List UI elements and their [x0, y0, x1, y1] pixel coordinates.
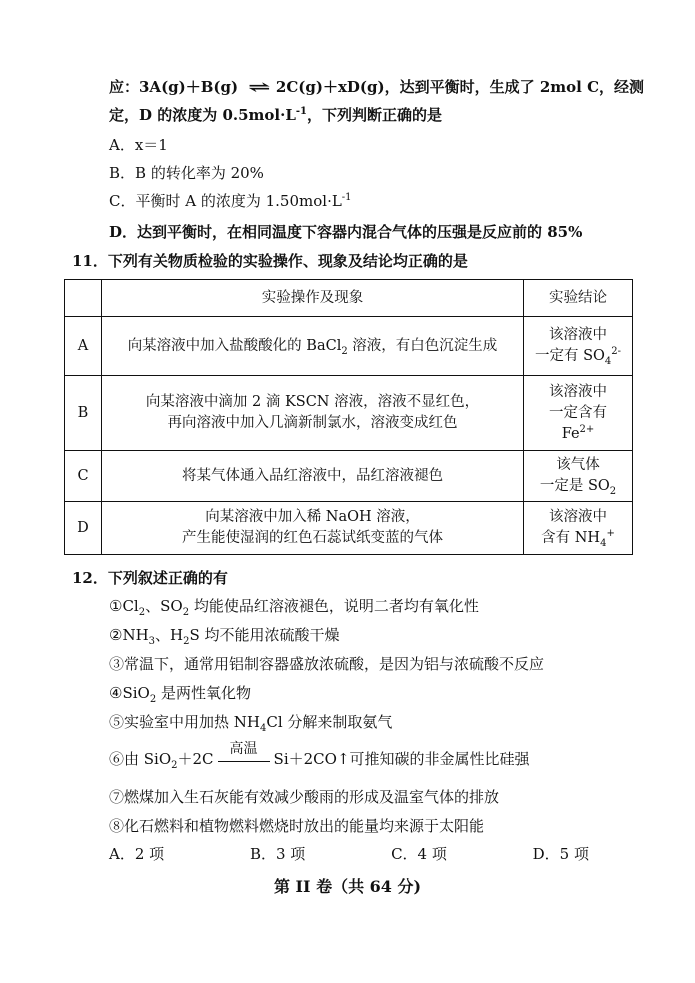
- q12-statement-4: ④SiO$_2$ 是两性氧化物: [109, 684, 251, 705]
- q10-option-b: B．B 的转化率为 20%: [109, 164, 264, 182]
- row-result: 该溶液中 含有 $NH_4^+$: [524, 502, 633, 555]
- row-id: C: [65, 451, 102, 502]
- q12-stem: 12．下列叙述正确的有: [72, 569, 228, 587]
- q10-option-d: D．达到平衡时，在相同温度下容器内混合气体的压强是反应前的 85%: [109, 223, 583, 241]
- q12-option-c: C．4 项: [391, 845, 447, 863]
- row-result: 该气体 一定是 $SO_2$: [524, 451, 633, 502]
- row-result: 该溶液中 一定含有 $Fe^{2+}$: [524, 376, 633, 451]
- q10-option-c: C．平衡时 A 的浓度为 $1.50mol\cdot L^{-1}$: [109, 192, 352, 210]
- q10-line1: 应：3A(g)＋B(g) ⇌ 2C(g)＋xD(g)，达到平衡时，生成了 2mol C，经测: [109, 78, 645, 96]
- q12-statement-5: ⑤实验室中用加热 $NH_4Cl$ 分解来制取氨气: [109, 713, 393, 734]
- q12-statement-7: ⑦燃煤加入生石灰能有效减少酸雨的形成及温室气体的排放: [109, 788, 500, 806]
- table-row: [65, 451, 633, 502]
- section-title: 第 II 卷（共 64 分): [273, 877, 422, 896]
- q12-option-d: D．5 项: [532, 845, 589, 863]
- q12-option-b: B．3 项: [249, 845, 306, 863]
- row-id: D: [65, 502, 102, 555]
- row-operation: 向某溶液中加入稀 NaOH 溶液， 产生能使湿润的红色石蕊试纸变蓝的气体: [102, 502, 524, 555]
- q10-option-a: A．x＝1: [109, 136, 168, 154]
- row-result: 该溶液中 一定有 $SO_4^{2-}$: [524, 317, 633, 376]
- row-operation: 向某溶液中滴加 2 滴 KSCN 溶液，溶液不显红色， 再向溶液中加入几滴新制氯水，溶液变成红色: [102, 376, 524, 451]
- experiment-table: [64, 279, 633, 555]
- q12-statement-6: ⑥由 SiO$_2$＋2C 高温 Si＋2CO↑可推知碳的非金属性比硅强: [109, 741, 530, 771]
- q12-options: [109, 843, 589, 864]
- table-row: [65, 376, 633, 451]
- row-id: B: [65, 376, 102, 451]
- q12-statement-1: $①Cl_2$、$SO_2$ 均能使品红溶液褪色，说明二者均有氧化性: [109, 597, 479, 618]
- row-operation: 向某溶液中加入盐酸酸化的 BaCl$_2$ 溶液，有白色沉淀生成: [102, 317, 524, 376]
- row-operation: 将某气体通入品红溶液中，品红溶液褪色: [102, 451, 524, 502]
- q12-statement-8: ⑧化石燃料和植物燃料燃烧时放出的能量均来源于太阳能: [109, 817, 485, 835]
- header-operation: 实验操作及现象: [102, 280, 524, 317]
- q12-statement-3: ③常温下，通常用铝制容器盛放浓硫酸，是因为铝与浓硫酸不反应: [109, 655, 545, 673]
- reaction-condition: 高温: [218, 749, 270, 771]
- q11-stem: 11．下列有关物质检验的实验操作、现象及结论均正确的是: [72, 252, 468, 270]
- q10-line2: 定，D 的浓度为 $0.5mol\cdot L^{-1}$，下列判断正确的是: [109, 106, 443, 124]
- table-header-row: [65, 280, 633, 317]
- header-result: 实验结论: [524, 280, 633, 317]
- q12-statement-2: $②NH_3$、$H_2S$ 均不能用浓硫酸干燥: [109, 626, 340, 647]
- table-row: [65, 317, 633, 376]
- row-id: A: [65, 317, 102, 376]
- equilibrium-arrow-icon: ⇌: [248, 78, 271, 96]
- q12-option-a: A．2 项: [109, 845, 165, 863]
- header-blank: [65, 280, 102, 317]
- table-row: [65, 502, 633, 555]
